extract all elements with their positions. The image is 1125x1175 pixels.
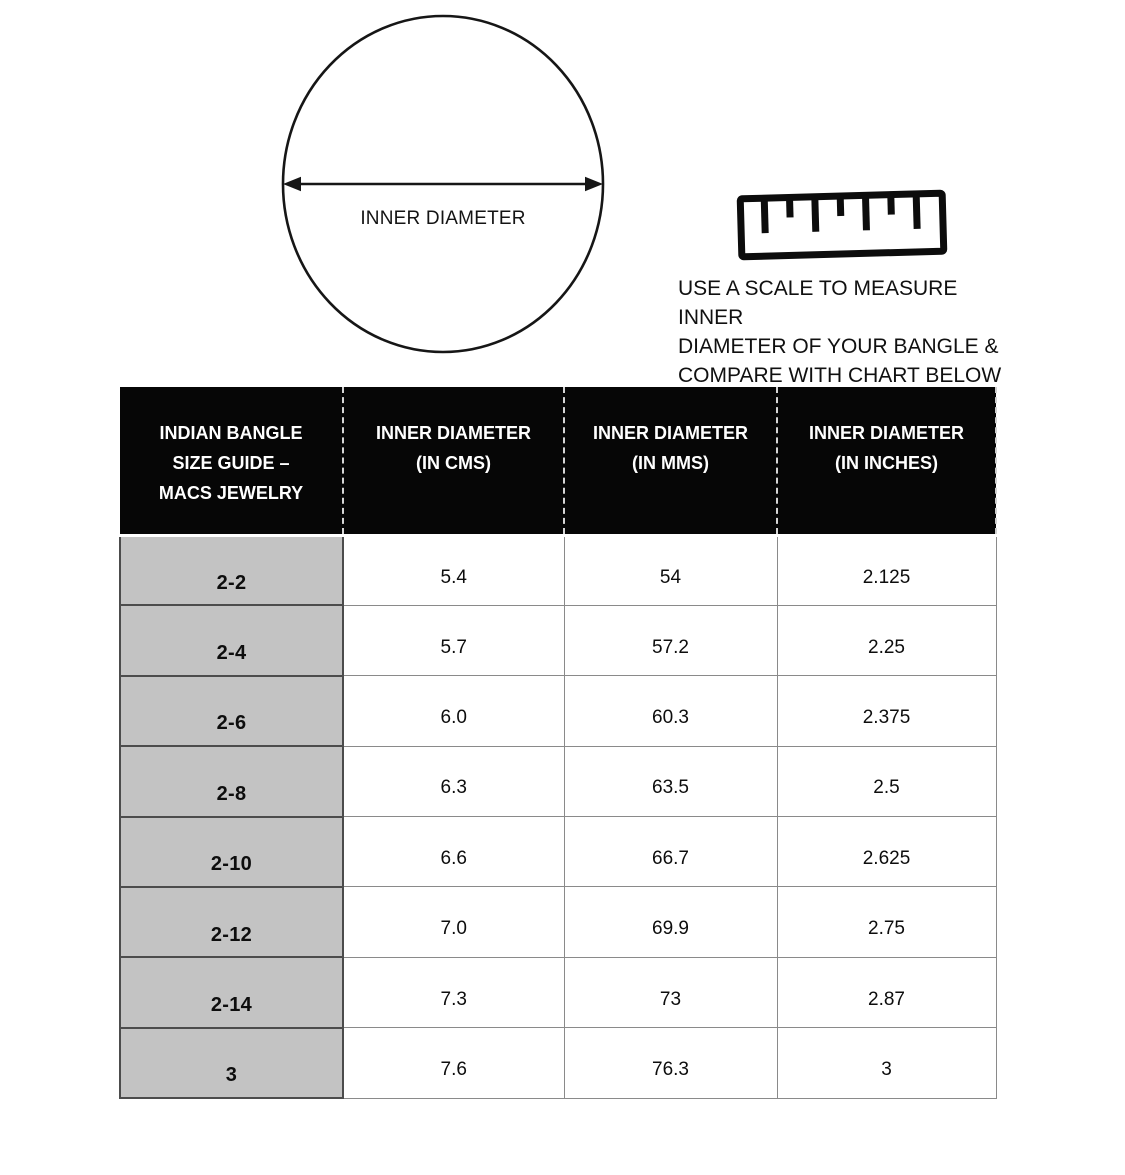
cell-mms: 60.3	[564, 676, 777, 746]
cell-cms: 7.0	[343, 887, 564, 957]
ruler-icon	[724, 179, 974, 279]
size-guide-table	[119, 387, 997, 1099]
cell-size: 2-12	[120, 887, 343, 957]
cell-cms: 7.6	[343, 1028, 564, 1098]
cell-inches: 3	[777, 1028, 996, 1098]
header-diameter-cms: INNER DIAMETER (IN CMS)	[343, 387, 564, 535]
cell-inches: 2.25	[777, 605, 996, 675]
cell-inches: 2.87	[777, 957, 996, 1027]
cell-mms: 76.3	[564, 1028, 777, 1098]
header-diameter-mms: INNER DIAMETER (IN MMS)	[564, 387, 777, 535]
cell-inches: 2.5	[777, 746, 996, 816]
cell-mms: 57.2	[564, 605, 777, 675]
inner-diameter-label: INNER DIAMETER	[360, 208, 526, 229]
cell-size: 2-8	[120, 746, 343, 816]
cell-size: 2-10	[120, 817, 343, 887]
cell-size: 2-6	[120, 676, 343, 746]
table-row	[120, 957, 996, 1027]
table-row	[120, 817, 996, 887]
cell-inches: 2.375	[777, 676, 996, 746]
table-row	[120, 887, 996, 957]
header-diameter-inches: INNER DIAMETER (IN INCHES)	[777, 387, 996, 535]
cell-size: 2-14	[120, 957, 343, 1027]
cell-size: 2-4	[120, 605, 343, 675]
cell-mms: 66.7	[564, 817, 777, 887]
instruction-text: USE A SCALE TO MEASURE INNER DIAMETER OF YOUR BANGLE & COMPARE WITH CHART BELOW	[678, 277, 1002, 387]
cell-size: 2-2	[120, 535, 343, 605]
cell-cms: 7.3	[343, 957, 564, 1027]
cell-mms: 69.9	[564, 887, 777, 957]
cell-inches: 2.625	[777, 817, 996, 887]
cell-cms: 6.6	[343, 817, 564, 887]
cell-cms: 5.7	[343, 605, 564, 675]
cell-inches: 2.75	[777, 887, 996, 957]
header-size-guide: INDIAN BANGLE SIZE GUIDE – MACS JEWELRY	[120, 387, 343, 535]
cell-inches: 2.125	[777, 535, 996, 605]
cell-mms: 73	[564, 957, 777, 1027]
cell-mms: 63.5	[564, 746, 777, 816]
table-row	[120, 1028, 996, 1098]
table-row	[120, 605, 996, 675]
cell-cms: 5.4	[343, 535, 564, 605]
table-row	[120, 535, 996, 605]
cell-size: 3	[120, 1028, 343, 1098]
table-row	[120, 746, 996, 816]
cell-mms: 54	[564, 535, 777, 605]
cell-cms: 6.3	[343, 746, 564, 816]
table-header-row	[120, 387, 996, 535]
cell-cms: 6.0	[343, 676, 564, 746]
table-row	[120, 676, 996, 746]
